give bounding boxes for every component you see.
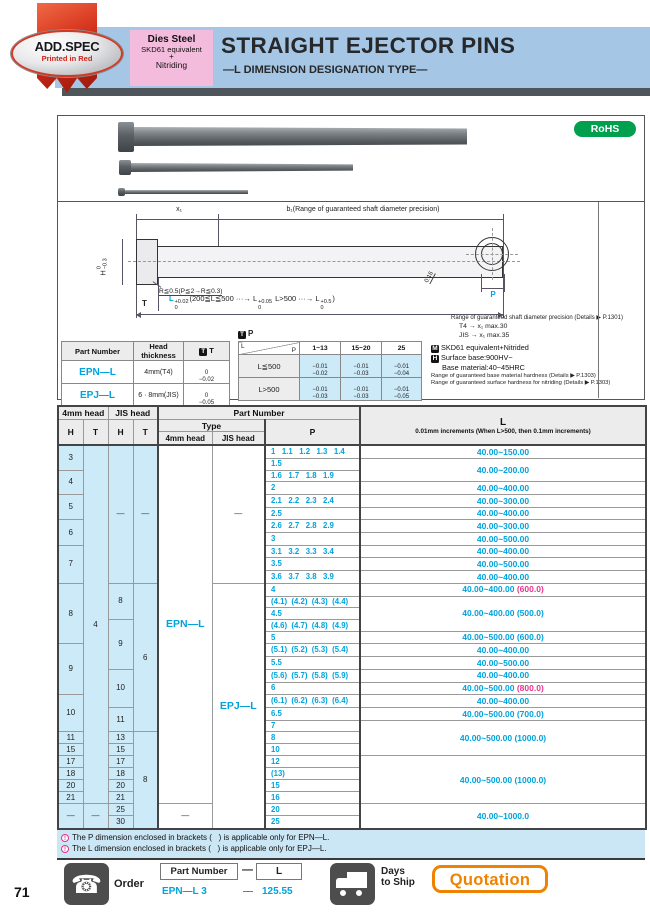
cell-h4: 5 (58, 495, 83, 520)
cell-hj: 25 (108, 804, 133, 816)
h-dim-line (122, 239, 123, 285)
extension-line (218, 214, 219, 246)
col-head-thickness: Head thickness (134, 342, 184, 361)
badge-subtitle: Printed in Red (41, 54, 93, 63)
footnote-line (57, 843, 645, 854)
centerline (128, 261, 520, 262)
hardness-note: Range of guaranteed surface hardness for nitriding (Details ▶ P.1303) (431, 380, 611, 387)
p-range-header: 1~13 (300, 342, 341, 355)
cell-tyj: — (212, 445, 265, 583)
radius-note: R≦0.5(P≦2→R≦0.3) (159, 288, 223, 295)
pin-photo-shaft (125, 190, 248, 194)
cell-hj: 21 (108, 792, 133, 804)
tp-table-title: T P (240, 329, 254, 338)
cell-p: 2.1 2.2 2.3 2.4 (265, 495, 360, 508)
material-box (130, 30, 213, 86)
table-row (58, 583, 646, 596)
truck-icon (330, 863, 375, 905)
l-dim-line (136, 314, 503, 315)
cell-p: 16 (265, 792, 360, 804)
badge-title: ADD.SPEC (34, 39, 100, 54)
extension-line (136, 214, 137, 239)
cell-p: (5.1) (5.2) (5.3) (5.4) (265, 644, 360, 657)
cell-h4: 20 (58, 780, 83, 792)
footnote-line (57, 832, 645, 843)
order-example-l: 125.55 (262, 886, 293, 897)
cell-tj: — (133, 445, 158, 583)
material-line: Nitriding (155, 59, 188, 70)
cell-l: 40.00~200.00 (360, 458, 646, 482)
h-dim-label: H 0 −0.3 (96, 258, 108, 276)
cell-l: 40.00~1000.0 (360, 804, 646, 829)
cell-l: 40.00~500.00 (360, 657, 646, 670)
cell-p: 3.6 3.7 3.8 3.9 (265, 571, 360, 584)
cell-p: 6 (265, 682, 360, 695)
p-range-header: 15~20 (341, 342, 382, 355)
cell-p: 25 (265, 816, 360, 829)
cell-p: 3.5 (265, 558, 360, 571)
cell-hj: 20 (108, 780, 133, 792)
quotation-badge: Quotation (432, 865, 548, 893)
header-l: L 0.01mm increments (When L>500, then 0.1mm increments) (360, 406, 646, 445)
precision-note: Range of guaranteed shaft diameter precision (Details ▶ P.1301) (451, 315, 623, 321)
header-p: P (265, 420, 360, 446)
cell-p: (13) (265, 768, 360, 780)
cell-t4: — (83, 804, 108, 829)
cell-l: 40.00~500.00 (700.0) (360, 707, 646, 720)
footnote-text: The P dimension enclosed in brackets ( ) is applicable only for EPN—L. (72, 833, 330, 842)
cell-p: 3.1 3.2 3.3 3.4 (265, 545, 360, 558)
cell-hj: 8 (108, 583, 133, 619)
spec-notes (431, 343, 610, 388)
dimension-line (136, 219, 503, 220)
table-row (239, 378, 422, 401)
tolerance-cell: −0.01 −0.03 (300, 378, 341, 401)
header-t: T (133, 420, 158, 446)
material-line: SKD61 equivalent (141, 44, 202, 54)
cell-p: 10 (265, 744, 360, 756)
cell-hj: — (108, 445, 133, 583)
pin-photo-head (119, 160, 131, 175)
order-label: Order (114, 878, 144, 890)
cell-p: 3 (265, 533, 360, 546)
cell-l: 40.00~500.00 (1000.0) (360, 720, 646, 756)
extension-line (136, 285, 137, 318)
cell-l: 40.00~500.00 (600.0) (360, 631, 646, 644)
cell-p: 1.6 1.7 1.8 1.9 (265, 470, 360, 482)
thickness-cell: 4mm(T4) (134, 361, 184, 384)
tolerance-cell: 0 −0.02 (184, 361, 230, 384)
cell-h4: 15 (58, 744, 83, 756)
cell-p: 5 (265, 631, 360, 644)
col-t-tolerance: T T (184, 342, 230, 361)
table-row (58, 445, 646, 458)
cell-h4: 21 (58, 792, 83, 804)
tp-tolerance-table (238, 341, 422, 401)
cell-l: 40.00~400.00 (360, 482, 646, 495)
cell-l: 40.00~400.00 (360, 644, 646, 657)
footnotes (57, 830, 645, 860)
tolerance-cell: −0.01 −0.02 (300, 355, 341, 378)
cell-t4: 4 (83, 445, 108, 804)
days-to-ship-label: Days to Ship (381, 866, 415, 888)
cell-p: 7 (265, 720, 360, 732)
cell-tj: 6 (133, 583, 158, 732)
note-icon: ! (61, 845, 69, 853)
cell-l: 40.00~500.00 (800.0) (360, 682, 646, 695)
drawing-pin-shaft (157, 246, 503, 278)
p-dim-line (481, 288, 504, 289)
material-line: Dies Steel (147, 34, 196, 45)
l-dim-label: L +0.02 0 (200≦L≦500 ···→ L +0.05 0 L>500 ···→ L +0.5 0 ) (169, 294, 335, 311)
cell-h4: 6 (58, 520, 83, 545)
extension-line (504, 274, 505, 292)
cell-hj: 11 (108, 707, 133, 731)
cell-l: 40.00~400.00 (360, 507, 646, 520)
part-number-box: Part Number (160, 863, 238, 880)
cell-hj: 30 (108, 816, 133, 829)
tolerance-box-icon: T (199, 348, 207, 356)
l-dimension-box: L (256, 863, 302, 880)
thickness-cell: 6 · 8mm(JIS) (134, 384, 184, 407)
cell-hj: 9 (108, 620, 133, 670)
cell-l: 40.00~400.00 (360, 669, 646, 682)
order-example-sep: — (243, 886, 253, 897)
pin-photo-shaft (134, 127, 467, 146)
l-range-label: L≦500 (239, 355, 300, 378)
rohs-badge: RoHS (574, 121, 636, 137)
cell-l: 40.00~500.00 (360, 558, 646, 571)
cell-p: 2.6 2.7 2.8 2.9 (265, 520, 360, 533)
material-line: + (169, 52, 174, 62)
header-4mm-head: 4mm head (58, 406, 108, 420)
cell-l: 40.00~300.00 (360, 520, 646, 533)
tolerance-cell: −0.01 −0.04 (382, 355, 422, 378)
cell-l: 40.00~400.00 (600.0) (360, 583, 646, 596)
pin-photo-shaft (131, 163, 353, 172)
cell-h4: 9 (58, 644, 83, 695)
extension-line (481, 274, 482, 292)
cell-p: (4.1) (4.2) (4.3) (4.4) (265, 596, 360, 608)
cell-tyj: EPJ—L (212, 583, 265, 829)
cell-h4: 8 (58, 583, 83, 644)
tolerance-cell: −0.01 −0.03 (341, 378, 382, 401)
header-h: H (58, 420, 83, 446)
cell-hj: 18 (108, 768, 133, 780)
main-selection-table (57, 405, 647, 830)
main-table-body (58, 445, 646, 829)
cell-hj: 17 (108, 756, 133, 768)
dim-x1-label: x₁ (176, 206, 182, 213)
page-subtitle: —L DIMENSION DESIGNATION TYPE— (223, 64, 428, 76)
cell-p: (5.6) (5.7) (5.8) (5.9) (265, 669, 360, 682)
part-number-table (61, 341, 230, 407)
cell-hj: 13 (108, 732, 133, 744)
cell-l: 40.00~500.00 (360, 533, 646, 546)
cell-p: 6.5 (265, 707, 360, 720)
hardness-spec2: Base material:40~45HRC (442, 363, 525, 372)
cell-h4: 11 (58, 732, 83, 744)
product-photo-panel (57, 115, 645, 202)
cell-p: 1.5 (265, 458, 360, 470)
col-part-number: Part Number (62, 342, 134, 361)
page-title: STRAIGHT EJECTOR PINS (221, 33, 516, 58)
header-h: H (108, 420, 133, 446)
cell-l: 40.00~400.00 (360, 545, 646, 558)
p-dim-label: P (490, 290, 496, 299)
cell-p: (4.6) (4.7) (4.8) (4.9) (265, 620, 360, 632)
cell-p: 4.5 (265, 608, 360, 620)
cell-p: 8 (265, 732, 360, 744)
cell-tj: 8 (133, 732, 158, 829)
header-type: Type (158, 420, 265, 432)
cell-hj: 10 (108, 669, 133, 707)
dim-b1-label: b₁(Range of guaranteed shaft diameter precision) (286, 206, 440, 213)
material-box-icon: M (432, 345, 438, 352)
table-row (62, 384, 230, 407)
header-t: T (83, 420, 108, 446)
addspec-badge (8, 3, 126, 105)
p-range-header: 25 (382, 342, 422, 355)
cell-h4: 18 (58, 768, 83, 780)
corner-cell: L P (239, 342, 300, 355)
tolerance-cell: −0.01 −0.05 (382, 378, 422, 401)
cell-l: 40.00~300.00 (360, 495, 646, 508)
tolerance-box-icon: T (238, 331, 246, 339)
cell-h4: — (58, 804, 83, 829)
order-separator: — (242, 864, 253, 876)
footnote-text: The L dimension enclosed in brackets ( ) is applicable only for EPJ—L. (72, 844, 327, 853)
cell-p: 5.5 (265, 657, 360, 670)
cell-p: 2.5 (265, 507, 360, 520)
cell-p: (6.1) (6.2) (6.3) (6.4) (265, 695, 360, 708)
cell-l: 40.00~400.00 (500.0) (360, 596, 646, 631)
cell-p: 15 (265, 780, 360, 792)
technical-drawing-panel (57, 201, 645, 406)
hardness-box-icon: H (432, 355, 438, 362)
header-type-4mm: 4mm head (158, 432, 212, 446)
hardness-spec: H Surface base:900HV~ (432, 353, 513, 362)
header-jis-head: JIS head (108, 406, 158, 420)
tolerance-cell: 0 −0.05 (184, 384, 230, 407)
cell-p: 2 (265, 482, 360, 495)
table-row (239, 355, 422, 378)
table-row (62, 361, 230, 384)
part-number-cell: EPJ—L (62, 384, 134, 407)
cell-l: 40.00~150.00 (360, 445, 646, 458)
cell-ty4: — (158, 804, 212, 829)
cell-ty4: EPN—L (158, 445, 212, 804)
cell-h4: 7 (58, 545, 83, 583)
cell-h4: 17 (58, 756, 83, 768)
cell-h4: 4 (58, 470, 83, 494)
order-example-part: EPN—L 3 (162, 886, 207, 897)
jis-note: JIS → x₁ max.35 (459, 332, 510, 339)
cell-h4: 10 (58, 695, 83, 732)
pin-photo-head (118, 188, 125, 196)
cell-h4: 3 (58, 445, 83, 470)
cell-l: 40.00~500.00 (1000.0) (360, 756, 646, 804)
surface-finish-mark: 0.16 (424, 270, 435, 284)
l-range-label: L>500 (239, 378, 300, 401)
extension-line (158, 278, 159, 311)
cell-p: 20 (265, 804, 360, 816)
crosshair (492, 228, 493, 280)
addspec-oval (11, 30, 123, 77)
cell-p: 1 1.1 1.2 1.3 1.4 (265, 445, 360, 458)
hardness-note: Range of guaranteed base material hardness (Details ▶ P.1303) (431, 372, 596, 379)
cell-l: 40.00~400.00 (360, 571, 646, 584)
drawing-pin-head (136, 239, 158, 285)
cell-l: 40.00~400.00 (360, 695, 646, 708)
part-number-cell: EPN—L (62, 361, 134, 384)
phone-order-icon: ☎ (64, 863, 109, 905)
page-number: 71 (14, 884, 30, 900)
material-spec: M SKD61 equivalent+Nitrided (432, 343, 529, 352)
t-dim-label: T (142, 299, 147, 308)
header-shadow-bar (62, 88, 650, 96)
cell-hj: 15 (108, 744, 133, 756)
note-icon: ! (61, 834, 69, 842)
header-type-jis: JIS head (212, 432, 265, 446)
t4-note: T4 → x₁ max.30 (459, 323, 508, 330)
pin-photo-head (118, 122, 134, 152)
cell-p: 4 (265, 583, 360, 596)
cell-p: 12 (265, 756, 360, 768)
tolerance-cell: −0.01 −0.03 (341, 355, 382, 378)
header-part-number: Part Number (158, 406, 360, 420)
